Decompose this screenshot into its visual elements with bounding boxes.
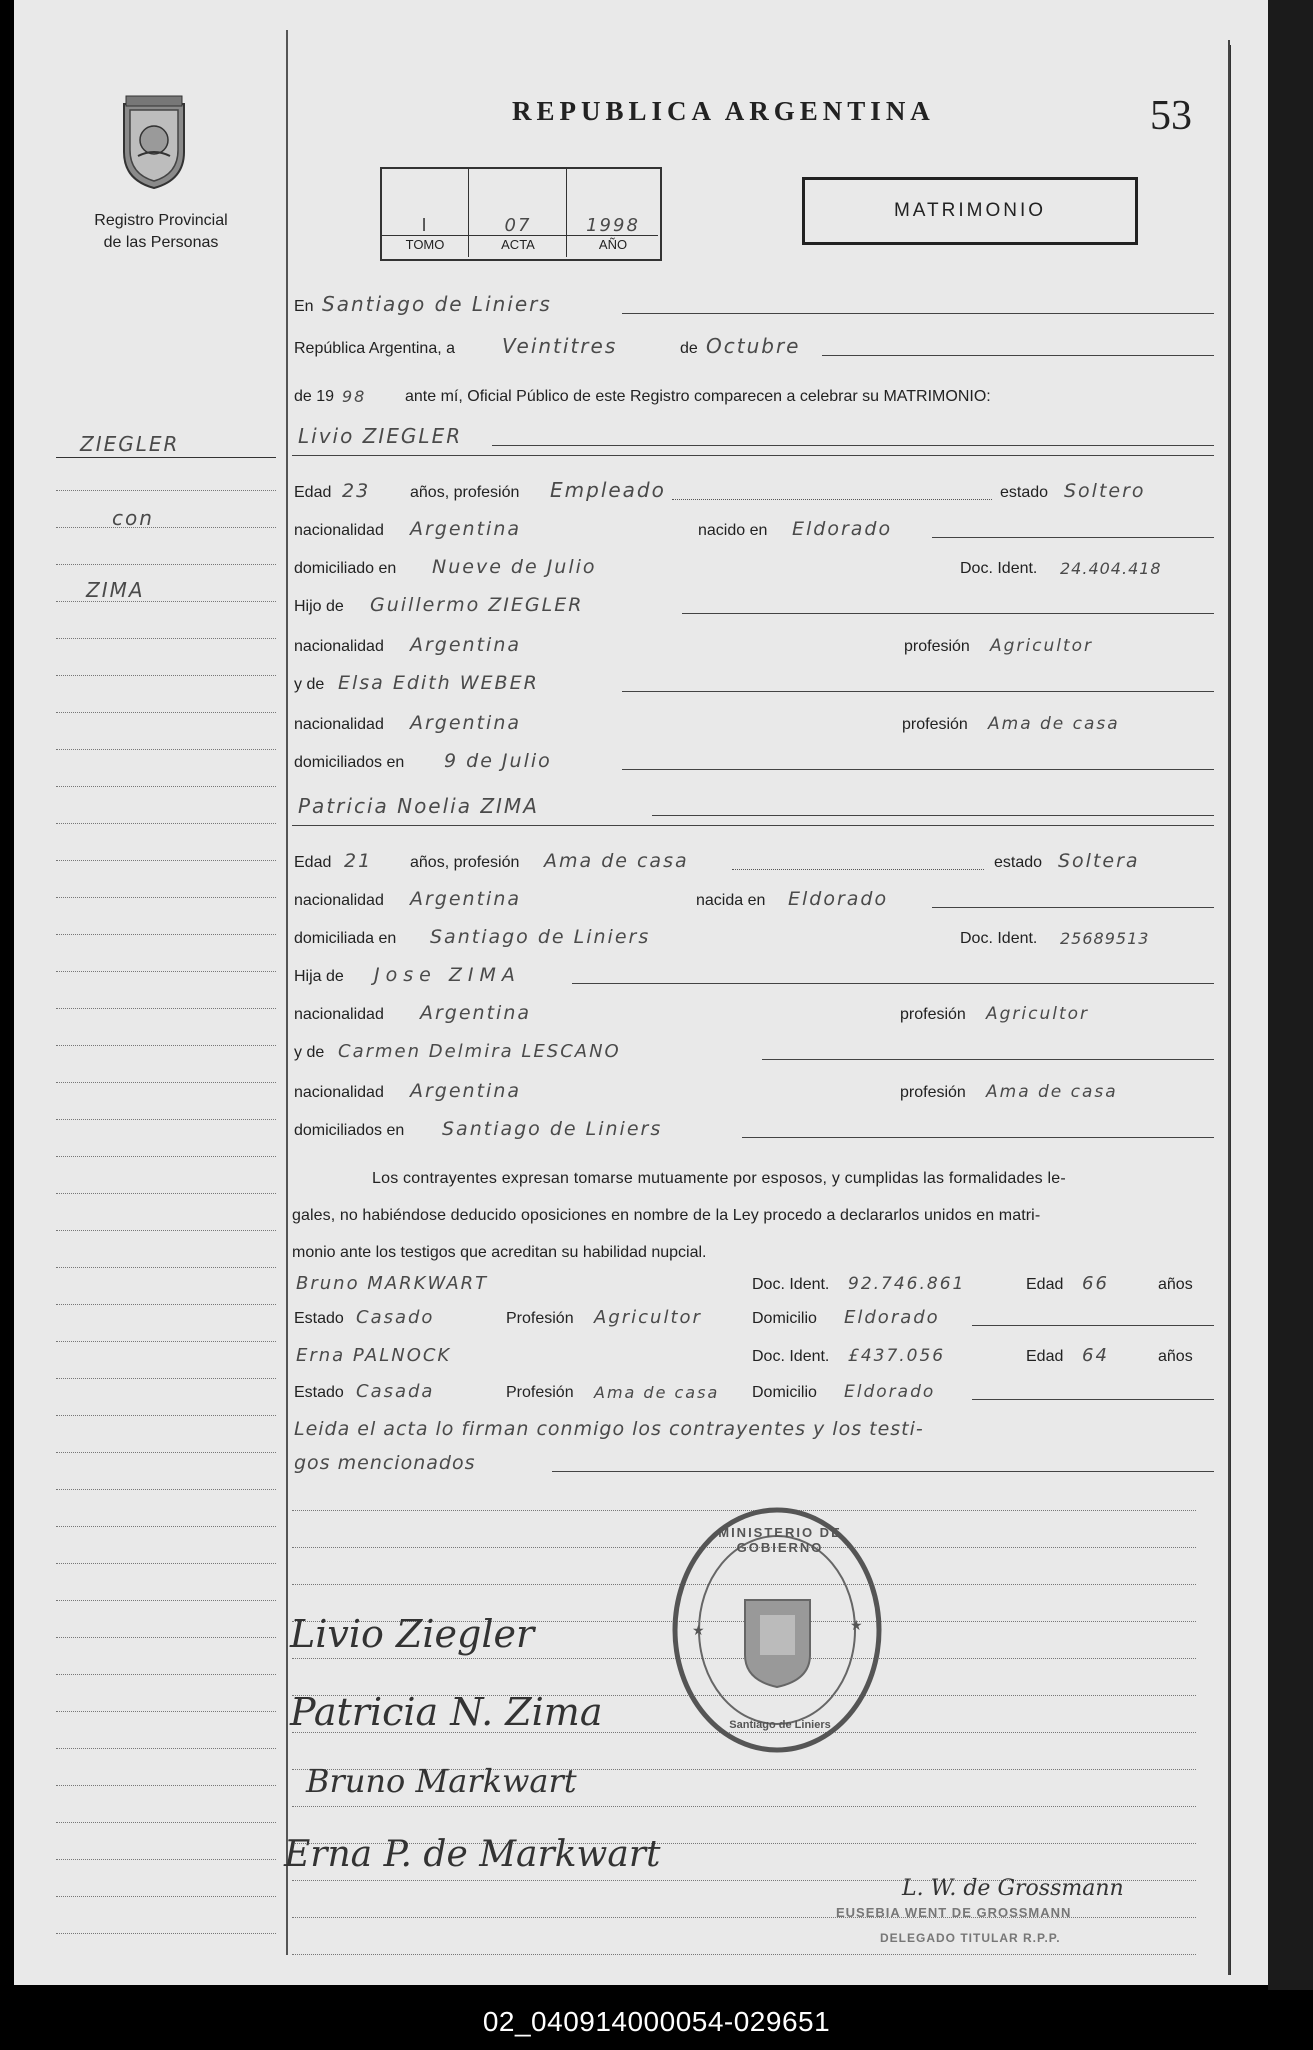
witness1-doc: 92.746.861 [848,1274,966,1294]
margin-line [56,1600,276,1601]
bride-father-nat-row: nacionalidad Argentina profesión Agricultor [294,1002,1090,1024]
witness1-signature: Bruno Markwart [306,1762,577,1800]
body-line [292,1806,1196,1807]
bride-profession: Ama de casa [544,850,689,872]
page-number: 53 [1150,93,1192,139]
closing-line2: gos mencionados [294,1452,476,1474]
acta-label: ACTA [501,237,535,252]
margin-line [56,1082,276,1083]
margin-line [56,1267,276,1268]
margin-line [56,1193,276,1194]
bride-birthplace: Eldorado [788,888,889,910]
registry-name [66,210,256,254]
declaration-line3: monio ante los testigos que acreditan su habilidad nupcial. [292,1244,707,1261]
witness1-domicile: Eldorado [844,1307,940,1328]
declaration-line2: gales, no habiéndose deducido oposiciones en nombre de la Ley procedo a declararlos unidos en matri- [292,1207,1041,1224]
bride-father-row: Hija de Jose ZIMA [292,958,1214,990]
margin-surname2: ZIMA [86,578,145,602]
registry-line2: de las Personas [103,234,219,251]
witness1-row: Bruno MARKWART Doc. Ident. 92.746.861 Edad 66 años [296,1273,1193,1294]
groom-mother-nationality: Argentina [410,712,522,734]
margin-line [56,1526,276,1527]
groom-age: 23 [342,480,371,502]
closing-line1: Leida el acta lo firman conmigo los contrayentes y los testi- [294,1418,924,1440]
bride-mother-row: y de Carmen Delmira LESCANO [292,1034,1214,1066]
official-title: DELEGADO TITULAR R.P.P. [880,1931,1061,1945]
margin-line [56,638,276,639]
groom-parents-domicile-row: domiciliados en 9 de Julio [292,744,1214,776]
witness2-details-row: Estado Casada Profesión Ama de casa Domicilio Eldorado [292,1374,1214,1406]
witness1-state: Casado [356,1307,435,1328]
groom-doc: 24.404.418 [1060,559,1162,578]
margin-line [56,1896,276,1897]
bride-mother-nationality: Argentina [410,1080,522,1102]
bride-state: Soltera [1058,850,1140,872]
act-reference-box [380,167,662,261]
bride-mother: Carmen Delmira LESCANO [338,1041,621,1062]
stamp-text-bottom: Santiago de Liniers [729,1719,831,1731]
act-type-box [802,177,1138,245]
svg-text:★: ★ [850,1618,863,1634]
stamp-text-top: MINISTERIO DE GOBIERNO [718,1525,842,1555]
registry-line1: Registro Provincial [94,212,228,229]
country-title: REPUBLICA ARGENTINA [512,96,935,126]
witness2-age: 64 [1082,1345,1109,1366]
margin-line [56,1933,276,1934]
margin-line [56,749,276,750]
witness2-domicile: Eldorado [844,1382,936,1402]
margin-line [56,897,276,898]
bride-father: Jose ZIMA [374,964,521,986]
bride-name: Patricia Noelia ZIMA [298,794,539,818]
groom-father: Guillermo ZIEGLER [370,594,584,616]
groom-parents-domicile: 9 de Julio [444,750,552,772]
year-prefix: de 19 [294,388,335,405]
bride-mother-profession: Ama de casa [986,1082,1118,1102]
republica-label: República Argentina, a [294,340,455,357]
margin-line [56,1378,276,1379]
bride-father-nationality: Argentina [420,1002,532,1024]
groom-father-nat-row: nacionalidad Argentina profesión Agricultor [294,634,1094,656]
bride-doc: 25689513 [1060,929,1150,948]
witness2-name: Erna PALNOCK [296,1345,452,1366]
month-value: Octubre [706,334,801,358]
groom-state: Soltero [1064,480,1146,502]
margin-line [56,1748,276,1749]
bride-age: 21 [344,850,373,872]
acta-value: 07 [504,215,532,236]
witness1-age: 66 [1082,1273,1109,1294]
bride-domicile-row: domiciliada en Santiago de Liniers Doc. Ident. 25689513 [294,926,1150,948]
groom-domicile: Nueve de Julio [432,556,597,578]
margin-line [56,823,276,824]
margin-line [56,1156,276,1157]
groom-nationality: Argentina [410,518,522,540]
margin-line [56,1637,276,1638]
place-value: Santiago de Liniers [322,292,552,316]
groom-father-profession: Agricultor [990,636,1094,656]
official-name: EUSEBIA WENT DE GROSSMANN [836,1905,1072,1920]
margin-line [56,1859,276,1860]
groom-signature: Livio Ziegler [290,1612,535,1656]
margin-line [56,1563,276,1564]
groom-nationality-row: nacionalidad Argentina nacido en Eldorado [292,512,1214,544]
margin-connector: con [112,506,154,530]
margin-line [56,1711,276,1712]
declaration-text [292,1160,1212,1271]
bride-parents-domicile-row: domiciliados en Santiago de Liniers [292,1112,1214,1144]
official-signature: L. W. de Grossmann [902,1876,1124,1901]
groom-father-nationality: Argentina [410,634,522,656]
groom-domicile-row: domiciliado en Nueve de Julio Doc. Ident. 24.404.418 [294,556,1162,578]
bride-nationality-row: nacionalidad Argentina nacida en Eldorado [292,882,1214,914]
page-border-right [1228,40,1230,1975]
groom-age-row: Edad 23 años, profesión Empleado estado Soltero [294,478,1146,502]
witness2-state: Casada [356,1381,435,1402]
groom-profession: Empleado [550,478,666,502]
margin-line [56,601,276,602]
margin-line [56,527,276,528]
declaration-line1: Los contrayentes expresan tomarse mutuamente por esposos, y cumplidas las formalidades le- [372,1170,1066,1187]
bride-signature: Patricia N. Zima [290,1690,603,1734]
groom-birthplace: Eldorado [792,518,893,540]
margin-line [56,1304,276,1305]
witness1-name: Bruno MARKWART [296,1273,489,1294]
margin-line [56,971,276,972]
witness1-details-row: Estado Casado Profesión Agricultor Domicilio Eldorado [292,1300,1214,1332]
ano-label: AÑO [598,237,628,252]
place-row [292,288,1214,320]
date-row [292,330,1214,362]
scan-id: 02_040914000054-029651 [482,2006,831,2037]
statement-text: ante mí, Oficial Público de este Registro comparecen a celebrar su MATRIMONIO: [405,388,991,405]
witness2-signature: Erna P. de Markwart [284,1834,661,1875]
groom-name-row [292,420,1214,452]
bride-domicile: Santiago de Liniers [430,926,651,948]
ano-value: 1998 [586,215,640,236]
statement-row [292,378,1214,410]
bride-father-profession: Agricultor [986,1004,1090,1024]
tomo-label: TOMO [405,237,445,252]
margin-line [56,934,276,935]
margin-line [56,1045,276,1046]
day-value: Veintitres [502,334,618,358]
bride-nationality: Argentina [410,888,522,910]
margin-line [56,712,276,713]
act-type-label: MATRIMONIO [893,200,1047,221]
margin-line [56,675,276,676]
margin-line [56,490,276,491]
margin-line [56,1230,276,1231]
margin-line [56,786,276,787]
official-stamp [670,1505,884,1755]
provincial-shield [118,92,190,190]
margin-line [56,1452,276,1453]
tomo-value: I [421,215,429,236]
margin-line [56,860,276,861]
margin-surname1: ZIEGLER [80,432,180,456]
groom-mother-nat-row: nacionalidad Argentina profesión Ama de casa [294,712,1120,734]
groom-mother-row: y de Elsa Edith WEBER [292,666,1214,698]
bride-age-row: Edad 21 años, profesión Ama de casa estado Soltera [294,850,1140,872]
margin-line [56,1674,276,1675]
groom-mother: Elsa Edith WEBER [338,672,539,694]
en-label: En [294,298,314,315]
margin-line [56,1822,276,1823]
margin-separator [286,30,288,1955]
bride-name-row [292,790,1214,822]
groom-mother-profession: Ama de casa [988,714,1120,734]
margin-line [56,1785,276,1786]
body-line [292,1954,1196,1955]
witness2-doc: £437.056 [848,1346,946,1366]
margin-line [56,1008,276,1009]
book-spine [1268,0,1313,1990]
groom-father-row: Hijo de Guillermo ZIEGLER [292,588,1214,620]
margin-line [56,1489,276,1490]
svg-text:★: ★ [692,1623,705,1639]
de-label: de [680,340,698,357]
margin-line [56,1119,276,1120]
witness2-row: Erna PALNOCK Doc. Ident. £437.056 Edad 64 años [296,1345,1193,1366]
bride-parents-domicile: Santiago de Liniers [442,1118,663,1140]
margin-line [56,1415,276,1416]
margin-line [56,564,276,565]
margin-line [56,1341,276,1342]
bride-mother-nat-row: nacionalidad Argentina profesión Ama de casa [294,1080,1118,1102]
closing-row1 [292,1412,1214,1444]
year-suffix: 98 [342,387,367,406]
witness1-profession: Agricultor [594,1307,702,1328]
witness2-profession: Ama de casa [594,1383,720,1402]
groom-name: Livio ZIEGLER [298,424,463,448]
closing-row2 [292,1446,1214,1478]
